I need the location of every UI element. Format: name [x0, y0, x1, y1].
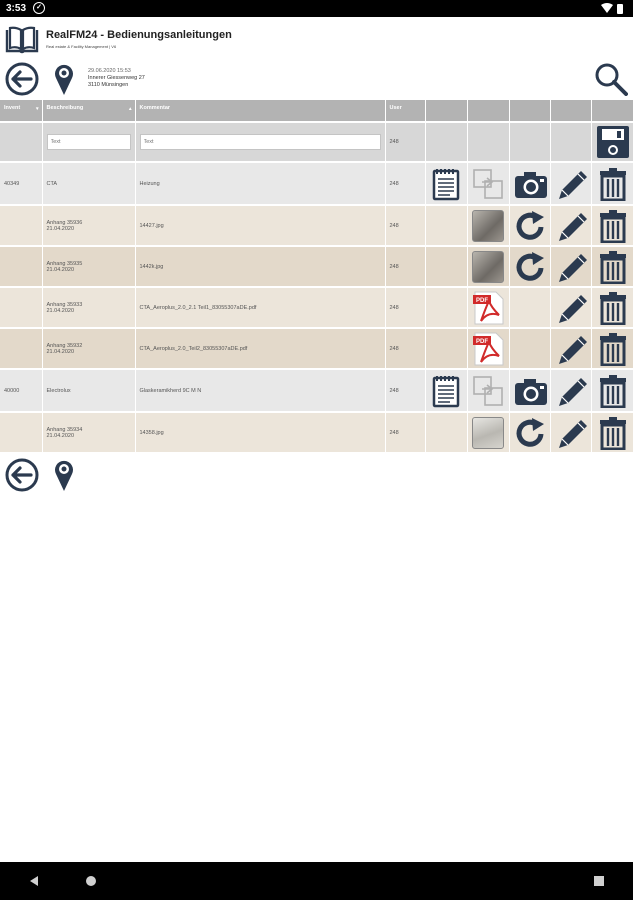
- column-header-user[interactable]: User: [385, 100, 425, 122]
- row-date: 21.04.2020: [46, 432, 75, 439]
- row-description: Anhang 35935: [46, 260, 83, 267]
- row-comment: 14427.jpg: [135, 205, 385, 246]
- row-description: Anhang 35934: [46, 426, 83, 433]
- location-pin-button-bottom[interactable]: [52, 458, 76, 492]
- rotate-icon[interactable]: [514, 250, 546, 284]
- row-user: 248: [385, 328, 425, 369]
- table-row[interactable]: [0, 369, 633, 412]
- info-street: Innerer Giessenweg 27: [88, 75, 145, 81]
- table-header-row: [0, 100, 633, 122]
- row-description: Anhang 35932: [46, 342, 83, 349]
- row-user: 248: [385, 369, 425, 412]
- row-comment: Glaskeramikherd 9C M N: [135, 369, 385, 412]
- table-row[interactable]: [0, 205, 633, 246]
- app-title: RealFM24 - Bedienungsanleitungen: [46, 29, 232, 41]
- pencil-icon[interactable]: [555, 250, 589, 284]
- image-thumbnail[interactable]: [472, 417, 504, 449]
- pencil-icon[interactable]: [555, 374, 589, 408]
- column-header-action-3: [509, 100, 550, 122]
- filter-row: [0, 122, 633, 162]
- table-row[interactable]: [0, 246, 633, 287]
- nav-recents-icon[interactable]: [593, 875, 605, 887]
- status-time: 3:53: [6, 3, 27, 14]
- info-bar: [0, 60, 633, 100]
- camera-icon[interactable]: [514, 375, 548, 407]
- trash-icon[interactable]: [596, 374, 630, 408]
- row-date: 21.04.2020: [46, 266, 75, 273]
- image-thumbnail[interactable]: [472, 251, 504, 283]
- table-row[interactable]: [0, 328, 633, 369]
- info-city: 3110 Münsingen: [88, 82, 129, 88]
- notepad-icon[interactable]: [431, 167, 461, 201]
- nav-back-icon[interactable]: [28, 875, 40, 887]
- row-description: Electrolux: [42, 369, 135, 412]
- row-comment: Heizung: [135, 162, 385, 205]
- copy-icon[interactable]: [472, 168, 504, 200]
- trash-icon[interactable]: [596, 416, 630, 450]
- row-description: CTA: [42, 162, 135, 205]
- status-bar: [0, 0, 633, 17]
- pencil-icon[interactable]: [555, 167, 589, 201]
- column-header-action-5: [591, 100, 633, 122]
- table-row[interactable]: [0, 287, 633, 328]
- image-thumbnail[interactable]: [472, 210, 504, 242]
- trash-icon[interactable]: [596, 167, 630, 201]
- back-button-bottom[interactable]: [5, 458, 39, 492]
- book-icon: [5, 26, 39, 54]
- location-info: [88, 68, 145, 89]
- pencil-icon[interactable]: [555, 332, 589, 366]
- row-comment: CTA_Aeroplus_2.0_Teil2_83055307aDE.pdf: [135, 328, 385, 369]
- rotate-icon[interactable]: [514, 416, 546, 450]
- app-subtitle: Real estate & Facility Management | V6: [46, 44, 117, 49]
- row-date: 21.04.2020: [46, 348, 75, 355]
- trash-icon[interactable]: [596, 209, 630, 243]
- row-user: 248: [385, 287, 425, 328]
- location-pin-button[interactable]: [52, 62, 76, 96]
- row-user: 248: [385, 162, 425, 205]
- wifi-icon: [601, 3, 613, 13]
- info-datetime: 29.06.2020 15:53: [88, 68, 131, 74]
- column-header-action-2: [467, 100, 509, 122]
- rotate-icon[interactable]: [514, 209, 546, 243]
- navigation-bar: [0, 862, 633, 900]
- pencil-icon[interactable]: [555, 209, 589, 243]
- pencil-icon[interactable]: [555, 416, 589, 450]
- row-description: Anhang 35936: [46, 219, 83, 226]
- app-bar: [0, 17, 633, 57]
- battery-icon: [617, 4, 623, 14]
- row-comment: CTA_Aeroplus_2.0_2.1 Teil1_83055307aDE.pdf: [135, 287, 385, 328]
- column-header-action-1: [425, 100, 467, 122]
- copy-icon[interactable]: [472, 375, 504, 407]
- row-user: 248: [385, 412, 425, 453]
- row-comment: 14358.jpg: [135, 412, 385, 453]
- trash-icon[interactable]: [596, 250, 630, 284]
- column-header-kommentar[interactable]: Kommentar: [135, 100, 385, 122]
- filter-beschreibung-input[interactable]: [47, 134, 131, 150]
- sort-down-icon: ▾: [35, 106, 39, 112]
- pencil-icon[interactable]: [555, 291, 589, 325]
- search-button[interactable]: [594, 62, 628, 96]
- row-date: 21.04.2020: [46, 307, 75, 314]
- column-header-inst[interactable]: Invent ▾: [0, 100, 42, 122]
- filter-user: 248: [385, 122, 425, 162]
- data-table: [0, 100, 633, 454]
- row-description: Anhang 35933: [46, 301, 83, 308]
- notepad-icon[interactable]: [431, 374, 461, 408]
- row-date: 21.04.2020: [46, 225, 75, 232]
- pdf-icon[interactable]: [472, 291, 504, 325]
- filter-kommentar-input[interactable]: [140, 134, 381, 150]
- notification-icon: ✓: [33, 2, 45, 14]
- nav-home-icon[interactable]: [85, 875, 97, 887]
- table-row[interactable]: [0, 412, 633, 453]
- row-user: 248: [385, 246, 425, 287]
- bottom-toolbar: [0, 458, 633, 494]
- save-icon[interactable]: [596, 125, 630, 159]
- system-icons: [587, 2, 627, 15]
- row-user: 248: [385, 205, 425, 246]
- sort-up-icon: ▴: [128, 106, 132, 112]
- pdf-icon[interactable]: [472, 332, 504, 366]
- trash-icon[interactable]: [596, 291, 630, 325]
- trash-icon[interactable]: [596, 332, 630, 366]
- column-header-beschreibung[interactable]: Beschreibung ▴: [42, 100, 135, 122]
- camera-icon[interactable]: [514, 168, 548, 200]
- column-header-action-4: [550, 100, 591, 122]
- back-button[interactable]: [5, 62, 39, 96]
- row-inst: 40000: [0, 369, 42, 412]
- row-inst: 40349: [0, 162, 42, 205]
- row-comment: 1442k.jpg: [135, 246, 385, 287]
- table-row[interactable]: [0, 162, 633, 205]
